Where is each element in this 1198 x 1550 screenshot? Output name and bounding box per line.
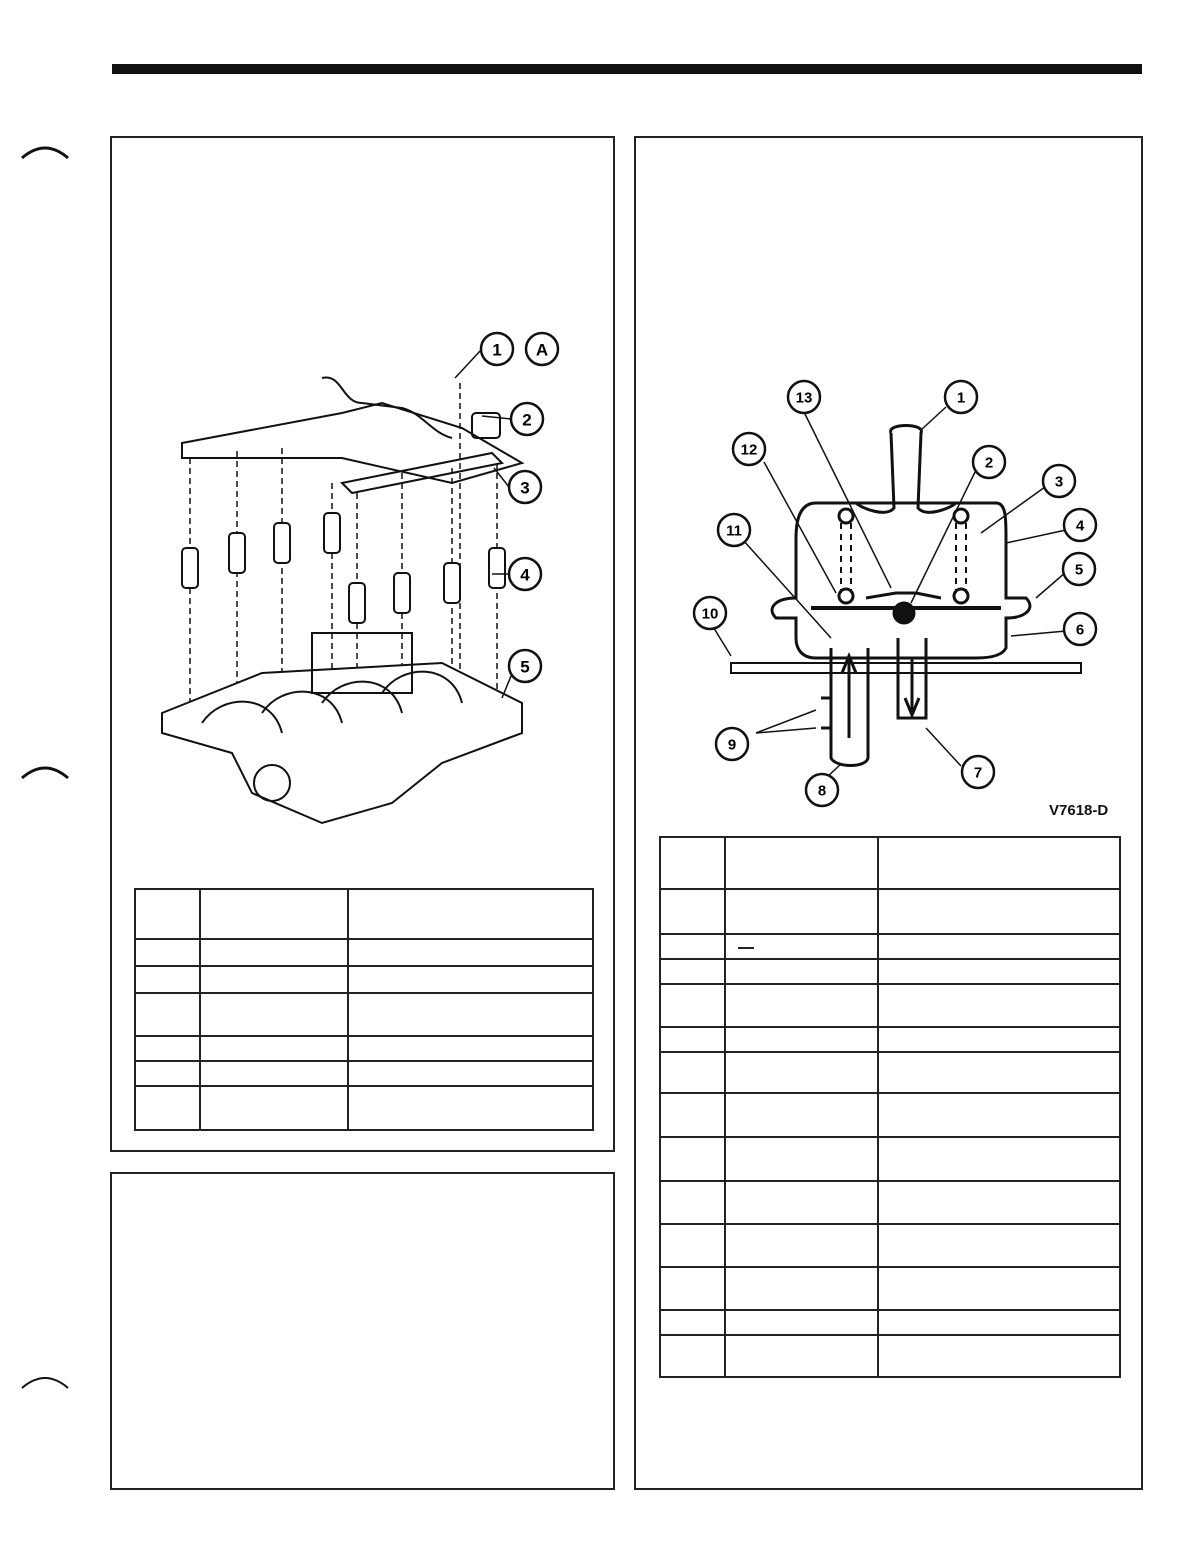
callout-text: 13 (795, 389, 813, 407)
callout-text: 2 (984, 454, 994, 472)
callout-text: A (535, 340, 549, 360)
binder-hole-icon (20, 1370, 70, 1400)
callout-text: 3 (1054, 473, 1064, 491)
header-rule (112, 64, 1142, 74)
callout-text: 7 (973, 764, 983, 782)
callout-text: 2 (522, 410, 532, 430)
left-callouts (112, 138, 617, 838)
callout-text: 11 (726, 522, 742, 540)
callout-text: 4 (1075, 517, 1085, 535)
callout-text: 10 (701, 605, 719, 623)
callout-text: 9 (727, 736, 737, 754)
left-text-panel (110, 1172, 615, 1490)
figure-code: V7618-D (1049, 802, 1109, 819)
callout-text: 3 (520, 478, 530, 498)
callout-text: 4 (520, 565, 530, 585)
callout-text: 12 (740, 441, 758, 459)
dash-mark (738, 947, 754, 949)
left-figure-panel (110, 136, 615, 1152)
binder-hole-icon (20, 140, 70, 170)
callout-text: 8 (817, 782, 827, 800)
callout-text: 6 (1075, 621, 1085, 639)
right-callouts (636, 138, 1145, 828)
callout-text: 5 (520, 657, 530, 677)
right-legend-table (659, 836, 1121, 1378)
callout-text: 1 (956, 389, 966, 407)
callout-text: 1 (492, 340, 502, 360)
callout-text: 5 (1074, 561, 1084, 579)
left-legend-table (134, 888, 594, 1131)
right-figure-panel (634, 136, 1143, 1490)
binder-hole-icon (20, 760, 70, 790)
